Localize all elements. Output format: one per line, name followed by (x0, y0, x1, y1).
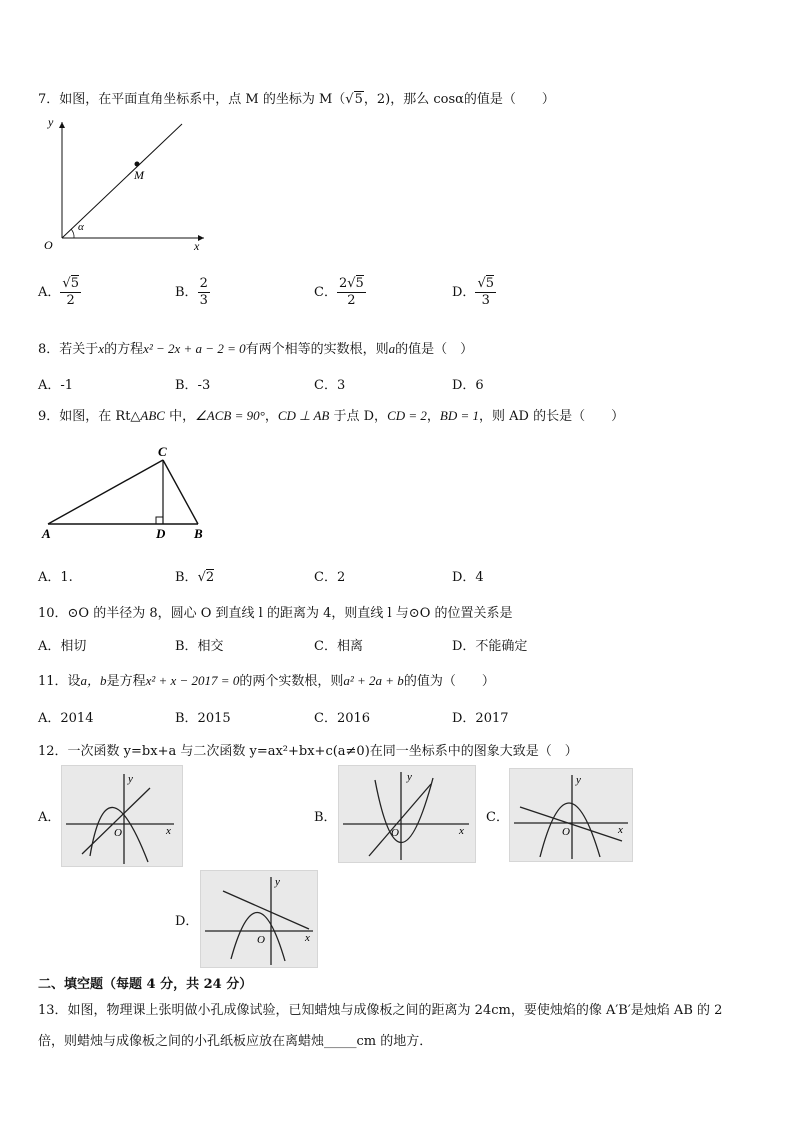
sqrt-expression: √5 (345, 92, 363, 107)
svg-text:y: y (576, 774, 581, 786)
origin-label: O (44, 238, 53, 252)
q11-option-b[interactable]: B．2015 (175, 711, 231, 726)
q8-option-a[interactable]: A．-1 (38, 378, 74, 393)
q8-option-b[interactable]: B．-3 (175, 378, 211, 393)
q10-option-d[interactable]: D．不能确定 (452, 639, 528, 654)
line-graph (520, 807, 622, 841)
svg-text:O: O (257, 934, 265, 946)
q10-option-c[interactable]: C．相离 (314, 639, 363, 654)
q7-coordinate-figure (34, 116, 214, 252)
svg-text:x: x (618, 824, 623, 836)
q7-option-b[interactable]: B． $\frac{2}{3}$ (175, 276, 208, 308)
svg-text:O: O (114, 827, 122, 839)
q13-line2: 倍，则蜡烛与成像板之间的小孔纸板应放在离蜡烛_____cm 的地方． (38, 1034, 433, 1049)
q7-stem: 7．如图，在平面直角坐标系中，点 M 的坐标为 M（√5，2)，那么 cosα的值是（ ） (38, 92, 555, 107)
vertex-a-label: A (42, 526, 51, 541)
svg-text:y: y (128, 773, 133, 785)
section-title: 二、填空题（每题 4 分，共 24 分） (38, 977, 253, 992)
y-label: y (48, 116, 54, 129)
q7-option-c[interactable]: C． $\frac{2√5}{2}$ (314, 276, 364, 308)
svg-text:x: x (305, 932, 310, 944)
q10-stem: 10．⊙O 的半径为 8，圆心 O 到直线 l 的距离为 4，则直线 l 与⊙O 的位置关系是 (38, 606, 513, 621)
right-angle-mark (156, 517, 163, 524)
parabola (375, 778, 433, 843)
line-graph (223, 891, 309, 929)
q12-option-a-graph[interactable] (61, 765, 183, 867)
segment-cb (163, 460, 198, 524)
q8-option-d[interactable]: D．6 (452, 378, 484, 393)
q12-option-d-graph[interactable] (200, 870, 318, 968)
m-label: M (134, 168, 144, 182)
q9-triangle-figure (38, 440, 218, 544)
svg-text:O: O (562, 826, 570, 838)
point-d-label: D (156, 526, 166, 541)
q9-option-b[interactable]: B．√2 (175, 570, 215, 585)
svg-text:x: x (166, 825, 171, 837)
q11-option-c[interactable]: C．2016 (314, 711, 371, 726)
vertex-b-label: B (194, 526, 203, 541)
q10-option-b[interactable]: B．相交 (175, 639, 224, 654)
q7-option-a[interactable]: A． $\frac{√5}{2}$ (38, 276, 79, 308)
line-graph (82, 788, 150, 854)
q11-option-a[interactable]: A．2014 (38, 711, 94, 726)
q10-option-a[interactable]: A．相切 (38, 639, 87, 654)
q12-option-b-graph[interactable] (338, 765, 476, 863)
q12-option-a-label[interactable]: A． (38, 810, 61, 825)
y-axis-arrow (59, 122, 65, 128)
q11-option-d[interactable]: D．2017 (452, 711, 509, 726)
svg-text:x: x (459, 825, 464, 837)
q13-line1: 13．如图，物理课上张明做小孔成像试验，已知蜡烛与成像板之间的距离为 24cm，要使烛焰的像 A′B′是烛焰 AB 的 2 (38, 1003, 723, 1018)
q9-option-d[interactable]: D．4 (452, 570, 484, 585)
q9-option-a[interactable]: A．1. (38, 570, 73, 585)
point-m (135, 162, 140, 167)
q12-option-b-label[interactable]: B． (314, 810, 337, 825)
svg-text:y: y (407, 771, 412, 783)
x-label: x (194, 239, 200, 252)
angle-arc (71, 229, 74, 238)
q12-option-d-label[interactable]: D． (175, 914, 199, 929)
svg-text:y: y (275, 876, 280, 888)
svg-text:O: O (391, 827, 399, 839)
vertex-c-label: C (158, 444, 167, 459)
q9-stem: 9．如图，在 Rt△ABC 中，∠ACB = 90°，CD ⊥ AB 于点 D，CD = 2，BD = 1，则 AD 的长是（ ） (38, 408, 625, 424)
q9-option-c[interactable]: C．2 (314, 570, 346, 585)
q12-stem: 12．一次函数 y=bx+a 与二次函数 y=ax²+bx+c(a≠0)在同一坐标系中的图象大致是（ ） (38, 744, 578, 759)
q12-option-c-graph[interactable] (509, 768, 633, 862)
q8-stem: 8．若关于x的方程x² − 2x + a − 2 = 0有两个相等的实数根，则a的值是（ ） (38, 341, 474, 357)
q7-option-d[interactable]: D． $\frac{√5}{3}$ (452, 276, 495, 308)
segment-ac (48, 460, 163, 524)
alpha-label: α (78, 221, 84, 233)
q11-stem: 11．设a，b是方程x² + x − 2017 = 0的两个实数根，则a² + 2a + b的值为（ ） (38, 673, 495, 689)
q12-option-c-label[interactable]: C． (486, 810, 509, 825)
q8-option-c[interactable]: C．3 (314, 378, 346, 393)
